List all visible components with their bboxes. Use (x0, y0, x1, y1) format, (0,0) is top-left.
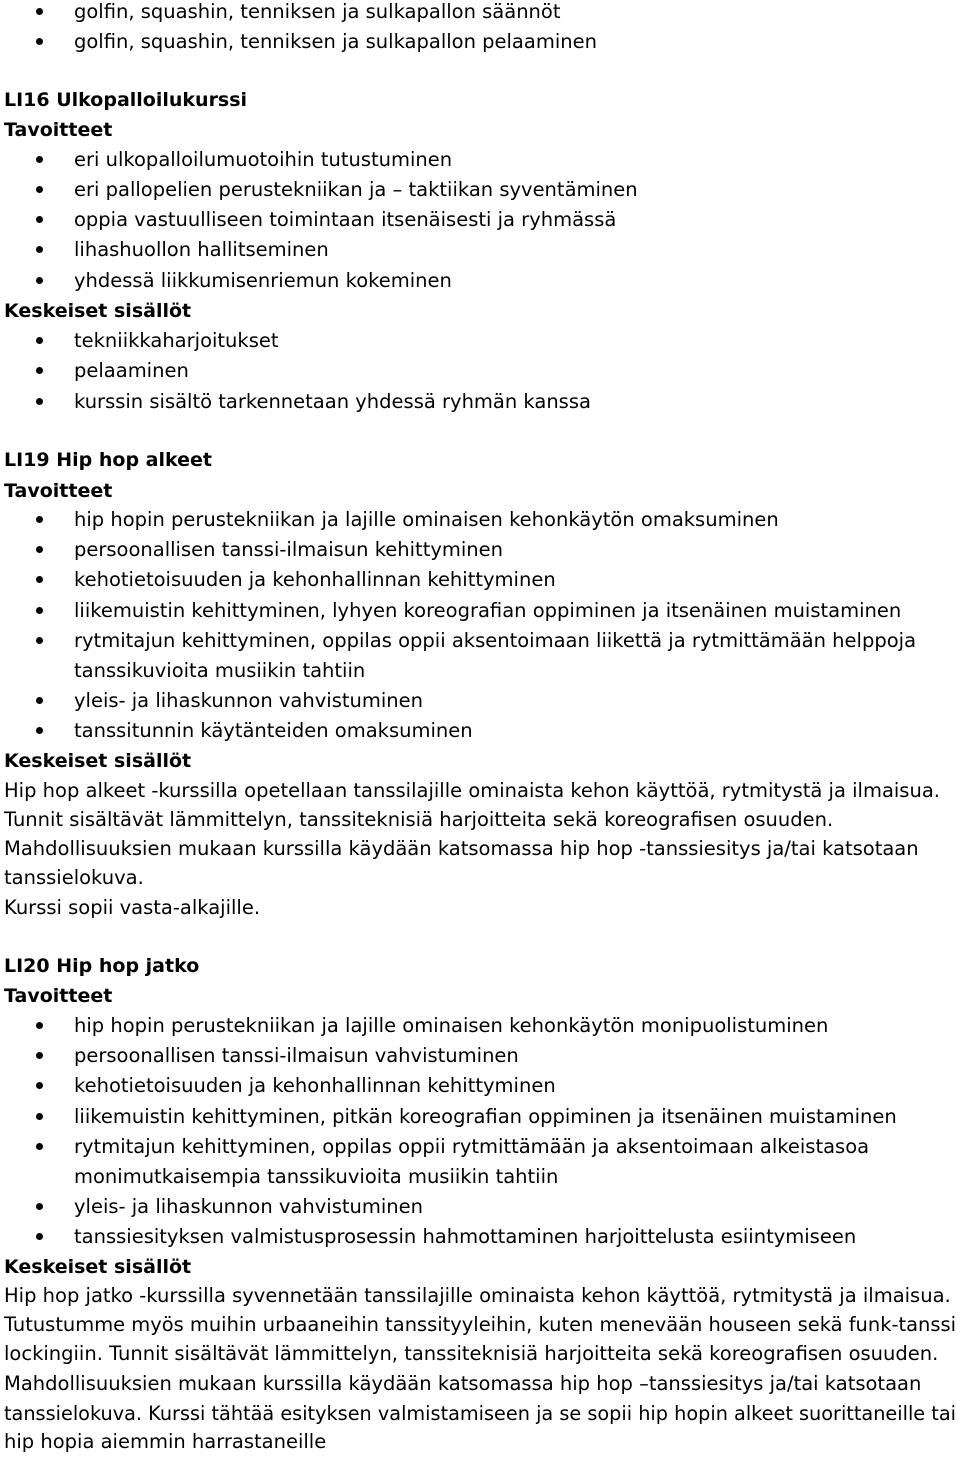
bullet-icon (36, 38, 43, 45)
list-item: rytmitajun kehittyminen, oppilas oppii aksentoimaan liikettä ja rytmittämään helppoja (74, 629, 917, 652)
bullet-icon (36, 1143, 43, 1150)
list-item-continuation: tanssikuvioita musiikin tahtiin (74, 659, 366, 682)
goals-heading: Tavoitteet (4, 480, 113, 502)
bullet-icon (36, 8, 43, 15)
paragraph-line: tanssielokuva. Kurssi tähtää esityksen valmistamiseen ja se sopii hip hopin alkeet suorittaneille tai (4, 1402, 956, 1425)
list-item: persoonallisen tanssi-ilmaisun vahvistuminen (74, 1044, 519, 1067)
bullet-icon (36, 277, 43, 284)
list-item: liikemuistin kehittyminen, lyhyen koreografian oppiminen ja itsenäinen muistaminen (74, 599, 902, 622)
bullet-icon (36, 1082, 43, 1089)
bullet-icon (36, 246, 43, 253)
course-title-li19: LI19 Hip hop alkeet (4, 449, 212, 471)
paragraph-line: hip hopia aiemmin harrastaneille (4, 1430, 327, 1453)
paragraph-line: tanssielokuva. (4, 866, 144, 889)
list-item: persoonallisen tanssi-ilmaisun kehittyminen (74, 538, 504, 561)
bullet-icon (36, 697, 43, 704)
bullet-icon (36, 367, 43, 374)
content-heading: Keskeiset sisällöt (4, 300, 192, 322)
list-item: golfin, squashin, tenniksen ja sulkapallon pelaaminen (74, 30, 597, 53)
list-item: kehotietoisuuden ja kehonhallinnan kehittyminen (74, 568, 556, 591)
bullet-icon (36, 727, 43, 734)
bullet-icon (36, 1052, 43, 1059)
bullet-icon (36, 337, 43, 344)
content-heading: Keskeiset sisällöt (4, 750, 192, 772)
goals-heading: Tavoitteet (4, 119, 113, 141)
list-item: rytmitajun kehittyminen, oppilas oppii rytmittämään ja aksentoimaan alkeistasoa (74, 1135, 870, 1158)
list-item: yleis- ja lihaskunnon vahvistuminen (74, 689, 423, 712)
list-item: yleis- ja lihaskunnon vahvistuminen (74, 1195, 423, 1218)
list-item: kurssin sisältö tarkennetaan yhdessä ryhmän kanssa (74, 390, 591, 413)
list-item: oppia vastuulliseen toimintaan itsenäisesti ja ryhmässä (74, 208, 617, 231)
list-item: tekniikkaharjoitukset (74, 329, 279, 352)
bullet-icon (36, 607, 43, 614)
bullet-icon (36, 398, 43, 405)
paragraph-line: Tunnit sisältävät lämmittelyn, tanssiteknisiä harjoitteita sekä koreografisen osuuden. (4, 808, 834, 831)
paragraph-line: Kurssi sopii vasta-alkajille. (4, 896, 261, 919)
goals-heading: Tavoitteet (4, 985, 113, 1007)
list-item: lihashuollon hallitseminen (74, 238, 329, 261)
list-item: eri ulkopalloilumuotoihin tutustuminen (74, 148, 453, 171)
list-item: kehotietoisuuden ja kehonhallinnan kehittyminen (74, 1074, 556, 1097)
list-item: tanssitunnin käytänteiden omaksuminen (74, 719, 473, 742)
content-heading: Keskeiset sisällöt (4, 1256, 192, 1278)
list-item: yhdessä liikkumisenriemun kokeminen (74, 269, 452, 292)
paragraph-line: Mahdollisuuksien mukaan kurssilla käydään katsomassa hip hop -tanssiesitys ja/tai katsotaan (4, 837, 919, 860)
list-item: golfin, squashin, tenniksen ja sulkapallon säännöt (74, 0, 561, 23)
paragraph-line: Hip hop alkeet -kurssilla opetellaan tanssilajille ominaista kehon käyttöä, rytmitystä ja ilmaisua. (4, 779, 940, 802)
bullet-icon (36, 516, 43, 523)
list-item: eri pallopelien perustekniikan ja – taktiikan syventäminen (74, 178, 638, 201)
list-item: hip hopin perustekniikan ja lajille ominaisen kehonkäytön omaksuminen (74, 508, 779, 531)
bullet-icon (36, 1203, 43, 1210)
list-item: liikemuistin kehittyminen, pitkän koreografian oppiminen ja itsenäinen muistaminen (74, 1105, 897, 1128)
bullet-icon (36, 216, 43, 223)
bullet-icon (36, 576, 43, 583)
bullet-icon (36, 1022, 43, 1029)
list-item: hip hopin perustekniikan ja lajille ominaisen kehonkäytön monipuolistuminen (74, 1014, 829, 1037)
paragraph-line: lockingiin. Tunnit sisältävät lämmittelyn, tanssiteknisiä harjoitteita sekä koreografisen osuuden. (4, 1342, 939, 1365)
course-title-li16: LI16 Ulkopalloilukurssi (4, 89, 248, 111)
list-item: tanssiesityksen valmistusprosessin hahmottaminen harjoittelusta esiintymiseen (74, 1225, 857, 1248)
bullet-icon (36, 1113, 43, 1120)
bullet-icon (36, 637, 43, 644)
course-title-li20: LI20 Hip hop jatko (4, 955, 200, 977)
paragraph-line: Tutustumme myös muihin urbaaneihin tanssityyleihin, kuten menevään houseen sekä funk-tanssi (4, 1313, 956, 1336)
bullet-icon (36, 1233, 43, 1240)
bullet-icon (36, 546, 43, 553)
paragraph-line: Hip hop jatko -kurssilla syvennetään tanssilajille ominaista kehon käyttöä, rytmitystä ja ilmaisua. (4, 1284, 951, 1307)
list-item-continuation: monimutkaisempia tanssikuvioita musiikin tahtiin (74, 1165, 559, 1188)
bullet-icon (36, 156, 43, 163)
list-item: pelaaminen (74, 359, 189, 382)
paragraph-line: Mahdollisuuksien mukaan kurssilla käydään katsomassa hip hop –tanssiesitys ja/tai katsotaan (4, 1372, 922, 1395)
bullet-icon (36, 186, 43, 193)
